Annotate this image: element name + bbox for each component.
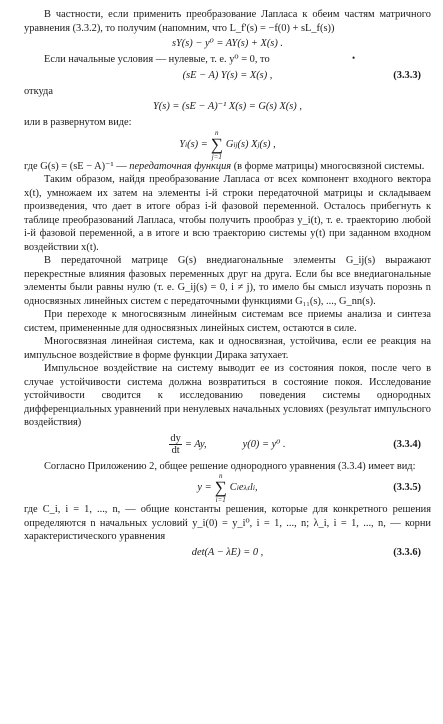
- equation-number-3-3-3: (3.3.3): [393, 69, 421, 81]
- paragraph-3: [24, 160, 431, 174]
- fraction-numerator: dy: [170, 433, 181, 444]
- paragraph-8: Импульсное воздействие на систему выводит ее из состояния покоя, после чего в случае устойчивости система должна возвратиться в состояние покоя. Исследование устойчивости сводится к исследованию поведения системы однородных дифференциальных уравнений при ненулевых начальных условиях (результат импульсного воздействия): [24, 363, 431, 428]
- equation-number-3-3-6: (3.3.6): [393, 546, 421, 558]
- equation-3-3-5: y = n ∑ i=1 C i e λᵢt l i , (3.3.5): [197, 472, 421, 504]
- eq-expanded-term-rest: (s) X: [237, 138, 258, 150]
- equation-solution: [24, 98, 431, 116]
- eq-335-exp-base: e: [238, 482, 244, 494]
- equation-laplace-text: sY(s) − y⁰ = AY(s) + X(s) .: [171, 38, 284, 50]
- para3-end: (в форме матрицы) многосвязной системы.: [231, 160, 425, 172]
- sum-lower-limit: j=1: [211, 152, 222, 161]
- paragraph-7: Многосвязная линейная система, как и односвязная, устойчива, если ее реакция на импульсное воздействие в форме функции Дирака затухает.: [24, 336, 431, 361]
- equation-3-3-3: [24, 67, 431, 85]
- eq-335-lhs: y =: [197, 482, 212, 494]
- para3-start: где G(s) = (sE − A)⁻¹ —: [24, 160, 130, 172]
- sum-symbol: [211, 129, 223, 161]
- paragraph-10: где C_i, i = 1, ..., n, — общие константы решения, которые для конкретного решения определяются n начальных условий y_i(0) = y_i⁰, i = 1, ..., n; λ_i, i = 1, ..., n, — корни характеристического уравнения: [24, 504, 431, 542]
- equation-number-3-3-4: (3.3.4): [393, 438, 421, 450]
- equation-3-3-6-text: det(A − λE) = 0 ,: [191, 546, 264, 558]
- eq-expanded-tail: (s) ,: [259, 138, 276, 150]
- paragraph-4: Таким образом, найдя преобразование Лапласа от всех компонент входного вектора x(t), умножаем их затем на элементы i-й строки передаточной матрицы и складываем произведения, что дает в итоге образ i-й фазовой переменной. Осталось прибегнуть к таблице преобразований Лапласа, чтобы получить прообраз y_i(t), т. е. траекторию любой i-й фазовой переменной, а в итоге и всю траекторию системы y(t) при заданном входном воздействии x(t).: [24, 174, 431, 253]
- stray-dot: •: [352, 53, 356, 63]
- paragraph-2: Если начальные условия — нулевые, т. е. y⁰ = 0, то: [44, 54, 270, 65]
- equation-number-3-3-5: (3.3.5): [393, 482, 421, 494]
- equation-3-3-3-text: (sE − A) Y(s) = X(s) ,: [182, 69, 273, 81]
- eq-334-rhs: = Ay,: [184, 438, 207, 450]
- equation-laplace: [24, 35, 431, 53]
- paragraph-6: При переходе к многосвязным линейным системам все приемы анализа и синтеза систем, примененные для односвязных линейных систем, остаются в силе.: [24, 309, 431, 334]
- sigma-glyph-2: ∑: [214, 478, 227, 497]
- sum2-upper-limit: n: [218, 472, 223, 480]
- para3-term: передаточная функция: [129, 160, 232, 172]
- eq-expanded-lhs: Y: [179, 138, 186, 150]
- derivative-fraction: [169, 433, 181, 456]
- equation-expanded: Y i (s) = n ∑ j=1 G ij (s) X j (s) ,: [179, 128, 276, 161]
- paragraph-5: В передаточной матрице G(s) внедиагональные элементы G_ij(s) выражают перекрестные влияния фазовых переменных друг на друга. Если бы все внедиагональные элементы были равны нулю (т. е. G_ij(s) = 0, i ≠ j), то имело бы смысл изучать порознь n односвязных линейных систем с передаточными функциями G₁₁(s), ..., G_nn(s).: [24, 255, 431, 307]
- eq-334-initial-condition: y(0) = y⁰ .: [242, 438, 286, 450]
- eq-335-tail-l: l: [249, 482, 253, 494]
- sum-upper-limit: n: [215, 128, 219, 137]
- sum-symbol-2: [215, 472, 227, 504]
- eq-expanded-rest: (s) =: [187, 138, 208, 150]
- paragraph-9: Согласно Приложению 2, общее решение однородного уравнения (3.3.4) имеет вид:: [44, 460, 416, 472]
- word-expanded: или в развернутом виде:: [24, 117, 132, 128]
- sigma-glyph: ∑: [210, 134, 223, 154]
- paragraph-1: В частности, если применить преобразование Лапласа к обеим частям матричного уравнения (3.3.2), то получим (напомним, что L_f'(s) = −f(0) + sL_f(s)): [24, 9, 431, 34]
- equation-solution-text: Y(s) = (sE − A)⁻¹ X(s) = G(s) X(s) ,: [153, 101, 302, 113]
- equation-3-3-6: [24, 544, 431, 562]
- sum2-lower-limit: i=1: [215, 496, 226, 504]
- equation-3-3-4: [24, 430, 431, 460]
- eq-335-term: C: [229, 482, 237, 494]
- eq-335-tail: ,: [254, 482, 258, 494]
- word-whence: откуда: [24, 85, 53, 97]
- eq-expanded-term: G: [225, 138, 234, 150]
- fraction-denominator: dt: [171, 445, 180, 456]
